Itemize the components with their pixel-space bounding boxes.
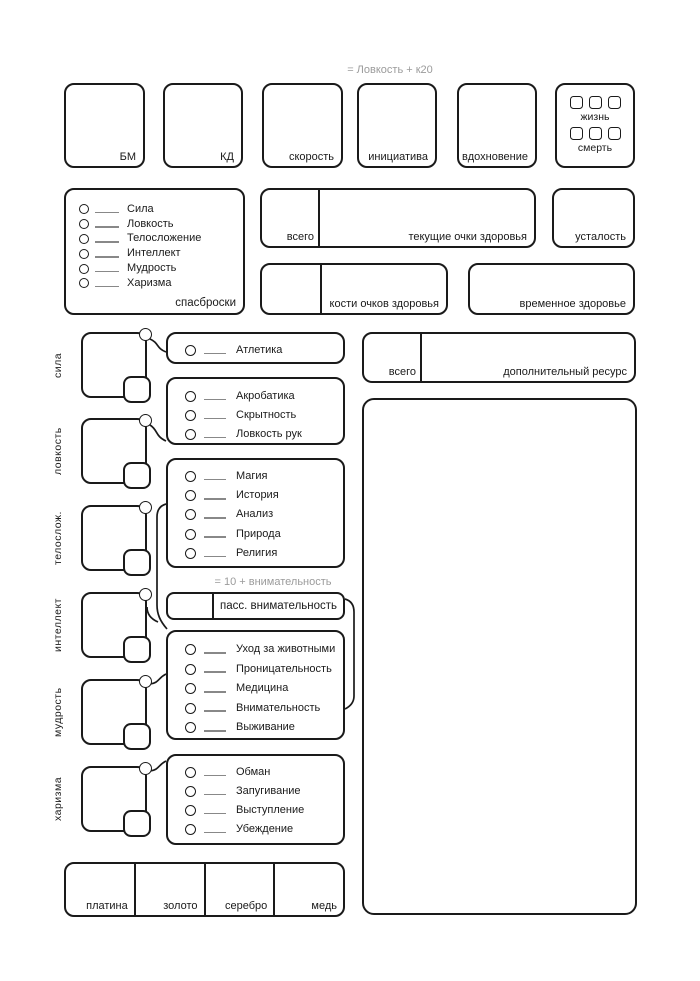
ability-modifier-box[interactable] (123, 636, 151, 663)
skill-modifier-blank[interactable] (204, 536, 226, 538)
saving-throws-box (64, 188, 245, 315)
skill-modifier-blank[interactable] (204, 437, 226, 439)
skill-label: Акробатика (236, 390, 295, 402)
skill-proficiency-circle[interactable] (185, 490, 196, 501)
skill-proficiency-circle[interactable] (185, 509, 196, 520)
hp-total-cell[interactable] (262, 190, 320, 246)
saving-throws-label: спасброски (175, 297, 236, 310)
initiative-box[interactable] (357, 83, 437, 168)
skill-rows (168, 756, 343, 839)
saving-throw-row (79, 261, 243, 276)
ability-label: интеллект (52, 598, 64, 652)
currency-cell[interactable] (134, 864, 204, 915)
skill-row (185, 699, 343, 719)
currency-label: платина (86, 899, 128, 912)
skill-proficiency-circle[interactable] (185, 683, 196, 694)
saving-throw-row (79, 276, 243, 291)
ability-circle[interactable] (139, 328, 152, 341)
skill-label: Убеждение (236, 823, 294, 835)
death-checkbox[interactable] (608, 127, 621, 140)
death-checkboxes (570, 127, 621, 140)
currency-label: медь (311, 899, 337, 912)
skill-proficiency-circle[interactable] (185, 391, 196, 402)
initiative-label: инициатива (368, 150, 428, 163)
skill-modifier-blank[interactable] (204, 775, 226, 777)
skill-row (185, 467, 343, 486)
save-proficiency-circle[interactable] (79, 249, 89, 259)
save-proficiency-circle[interactable] (79, 219, 89, 229)
temp-hp-label: временное здоровье (519, 297, 626, 310)
skills-box-strength (166, 332, 345, 364)
skill-modifier-blank[interactable] (204, 710, 226, 712)
skill-modifier-blank[interactable] (204, 794, 226, 796)
resource-total-label: всего (388, 365, 416, 378)
extra-resource-label: дополнительный ресурс (503, 365, 627, 378)
hit-dice-box[interactable] (260, 263, 448, 315)
skill-label: Религия (236, 546, 278, 559)
ability-group-dexterity (50, 418, 162, 490)
skill-row (185, 425, 343, 444)
passive-formula-hint: = 10 + внимательность (214, 576, 332, 588)
ability-group-wisdom (50, 679, 162, 751)
saving-throw-row (79, 217, 243, 232)
save-modifier-blank[interactable] (95, 241, 119, 243)
currency-cell[interactable] (204, 864, 274, 915)
skill-row (185, 660, 343, 680)
skill-rows (168, 632, 343, 738)
skill-label: Природа (236, 527, 281, 540)
saving-throw-row (79, 232, 243, 247)
skill-label: Уход за животными (236, 643, 336, 656)
ability-modifier-box[interactable] (123, 549, 151, 576)
skill-label: Атлетика (236, 344, 283, 356)
life-checkbox[interactable] (608, 96, 621, 109)
skill-modifier-blank[interactable] (204, 479, 226, 481)
skill-proficiency-circle[interactable] (185, 548, 196, 559)
skill-row (185, 486, 343, 505)
ability-modifier-box[interactable] (123, 810, 151, 837)
ability-modifier-box[interactable] (123, 723, 151, 750)
death-checkbox[interactable] (570, 127, 583, 140)
ability-group-charisma (50, 766, 162, 838)
skill-modifier-blank[interactable] (204, 730, 226, 732)
skill-row (185, 679, 343, 699)
saving-throw-rows (66, 190, 243, 291)
save-label: Интеллект (127, 247, 181, 260)
save-label: Харизма (127, 276, 172, 289)
skill-proficiency-circle[interactable] (185, 345, 196, 356)
currency-cell[interactable] (273, 864, 343, 915)
ability-group-intelligence (50, 592, 162, 664)
hit-dice-total-cell[interactable] (262, 265, 322, 313)
skill-row (185, 801, 343, 820)
inspiration-label: вдохновение (462, 150, 528, 163)
ability-modifier-box[interactable] (123, 376, 151, 403)
save-label: Ловкость (127, 217, 174, 230)
skill-label: Выступление (236, 804, 305, 816)
wire-passive-perception (345, 599, 354, 709)
ability-group-constitution (50, 505, 162, 577)
ability-modifier-box[interactable] (123, 462, 151, 489)
ability-circle[interactable] (139, 762, 152, 775)
skill-modifier-blank[interactable] (204, 832, 226, 834)
hp-current-label: текущие очки здоровья (408, 230, 527, 243)
skill-modifier-blank[interactable] (204, 813, 226, 815)
skill-proficiency-circle[interactable] (185, 410, 196, 421)
ability-label: телослож. (52, 511, 64, 565)
skill-label: История (236, 489, 279, 502)
life-checkbox[interactable] (570, 96, 583, 109)
skill-label: Проницательность (236, 662, 332, 675)
currency-cell[interactable] (66, 864, 134, 915)
speed-label: скорость (288, 150, 334, 163)
ability-group-strength (50, 332, 162, 404)
skills-box-charisma (166, 754, 345, 845)
skill-row (185, 406, 343, 425)
skill-proficiency-circle[interactable] (185, 644, 196, 655)
armor-class-label: КД (220, 150, 234, 163)
save-modifier-blank[interactable] (95, 226, 119, 228)
save-proficiency-circle[interactable] (79, 234, 89, 244)
skill-row (185, 640, 343, 660)
skills-box-dexterity (166, 377, 345, 445)
skill-rows (168, 379, 343, 444)
initiative-formula-hint: = Ловкость + к20 (347, 64, 433, 76)
saving-throw-row (79, 246, 243, 261)
save-proficiency-circle[interactable] (79, 278, 89, 288)
passive-perception-box[interactable] (166, 592, 345, 620)
skill-modifier-blank[interactable] (204, 498, 226, 500)
death-label: смерть (577, 141, 613, 154)
skill-proficiency-circle[interactable] (185, 664, 196, 675)
skill-row (185, 782, 343, 801)
save-modifier-blank[interactable] (95, 212, 119, 214)
passive-label-cell (214, 594, 343, 618)
skill-row (185, 763, 343, 782)
extra-resource-box[interactable] (362, 332, 636, 383)
skill-rows (168, 460, 343, 563)
skill-proficiency-circle[interactable] (185, 429, 196, 440)
ability-label: сила (52, 352, 64, 378)
ability-label: харизма (52, 776, 64, 822)
skill-label: Внимательность (236, 701, 321, 714)
skill-modifier-blank[interactable] (204, 691, 226, 693)
skill-proficiency-circle[interactable] (185, 805, 196, 816)
skill-label: Обман (236, 766, 271, 778)
skill-row (185, 341, 343, 360)
skill-proficiency-circle[interactable] (185, 767, 196, 778)
skill-label: Анализ (236, 508, 274, 521)
skill-row (185, 820, 343, 839)
skill-modifier-blank[interactable] (204, 399, 226, 401)
proficiency-bonus-box[interactable] (64, 83, 145, 168)
skill-row (185, 718, 343, 738)
skills-box-intelligence (166, 458, 345, 568)
save-proficiency-circle[interactable] (79, 204, 89, 214)
life-death-trackers (557, 96, 633, 154)
life-checkboxes (570, 96, 621, 109)
save-label: Мудрость (127, 262, 177, 275)
fatigue-box[interactable] (552, 188, 635, 248)
skill-label: Магия (236, 470, 268, 483)
skill-label: Выживание (236, 721, 295, 734)
skill-modifier-blank[interactable] (204, 517, 226, 519)
passive-value-cell[interactable] (168, 594, 214, 618)
currency-cells (66, 864, 343, 915)
skill-row (185, 505, 343, 524)
inspiration-box[interactable] (457, 83, 537, 168)
notes-box[interactable] (362, 398, 637, 915)
skill-proficiency-circle[interactable] (185, 786, 196, 797)
ability-label: ловкость (52, 427, 64, 475)
life-checkbox[interactable] (589, 96, 602, 109)
skill-rows (168, 334, 343, 360)
hp-current-box[interactable] (260, 188, 536, 248)
skills-box-wisdom (166, 630, 345, 740)
skill-label: Запугивание (236, 785, 301, 797)
save-modifier-blank[interactable] (95, 271, 119, 273)
currency-label: золото (163, 899, 198, 912)
skill-modifier-blank[interactable] (204, 652, 226, 654)
ability-circle[interactable] (139, 501, 152, 514)
ability-circle[interactable] (139, 414, 152, 427)
speed-box[interactable] (262, 83, 343, 168)
currency-label: серебро (224, 899, 268, 912)
life-label: жизнь (580, 111, 610, 123)
skill-row (185, 525, 343, 544)
hp-total-label: всего (286, 230, 314, 243)
death-checkbox[interactable] (589, 127, 602, 140)
armor-class-box[interactable] (163, 83, 243, 168)
skill-proficiency-circle[interactable] (185, 824, 196, 835)
ability-label: мудрость (52, 687, 64, 737)
skill-modifier-blank[interactable] (204, 353, 226, 355)
skill-proficiency-circle[interactable] (185, 703, 196, 714)
resource-total-cell[interactable] (364, 334, 422, 381)
passive-perception-label: пасс. внимательность (219, 600, 338, 612)
skill-proficiency-circle[interactable] (185, 529, 196, 540)
skill-proficiency-circle[interactable] (185, 471, 196, 482)
hit-dice-label: кости очков здоровья (329, 297, 439, 310)
skill-label: Скрытность (236, 409, 297, 421)
life-death-box (555, 83, 635, 168)
skill-label: Медицина (236, 682, 289, 695)
ability-circle[interactable] (139, 675, 152, 688)
saving-throw-row (79, 202, 243, 217)
ability-circle[interactable] (139, 588, 152, 601)
save-modifier-blank[interactable] (95, 256, 119, 258)
save-label: Сила (127, 202, 154, 215)
skill-modifier-blank[interactable] (204, 671, 226, 673)
temp-hp-box[interactable] (468, 263, 635, 315)
skill-proficiency-circle[interactable] (185, 722, 196, 733)
save-label: Телосложение (127, 232, 202, 245)
skill-row (185, 387, 343, 406)
skill-modifier-blank[interactable] (204, 556, 226, 558)
save-proficiency-circle[interactable] (79, 264, 89, 274)
fatigue-label: усталость (575, 230, 626, 243)
skill-row (185, 544, 343, 563)
currency-box (64, 862, 345, 917)
skill-modifier-blank[interactable] (204, 418, 226, 420)
save-modifier-blank[interactable] (95, 286, 119, 288)
proficiency-bonus-label: БМ (119, 150, 136, 163)
skill-label: Ловкость рук (236, 428, 302, 440)
